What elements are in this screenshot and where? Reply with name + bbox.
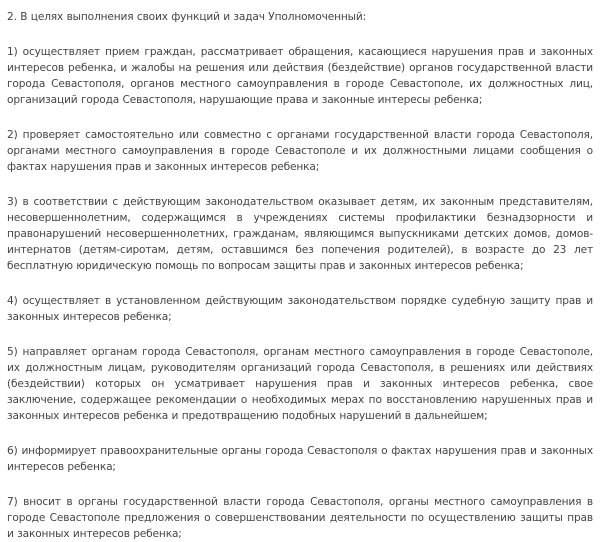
list-item-5: 5) направляет органам города Севастополя, органам местного самоуправления в городе Севастополе, их должностным лицам, руководителям организаций города Севастополя, в решениях или действиях (бездействии) которых он усматривает нарушения прав и законных интересов ребенка, свое заключение, содержащее рекомендации о необходимых мерах по восстановлению нарушенных прав и законных интересов ребенка и предотвращению подобных нарушений в дальнейшем; bbox=[7, 346, 593, 422]
list-item-7: 7) вносит в органы государственной власти города Севастополя, органы местного самоуправления в городе Севастополе предложения о совершенствовании деятельности по осуществлению защиты прав и законных интересов ребенка; bbox=[7, 496, 593, 540]
list-item-2: 2) проверяет самостоятельно или совместно с органами государственной власти города Севастополя, органами местного самоуправления в городе Севастополе и их должностными лицами сообщения о фактах нарушения прав и законных интересов ребенка; bbox=[7, 129, 593, 173]
list-item-4: 4) осуществляет в установленном действующим законодательством порядке судебную защиту прав и законных интересов ребенка; bbox=[7, 295, 593, 323]
section-intro: 2. В целях выполнения своих функций и задач Уполномоченный: bbox=[7, 11, 367, 23]
list-item-3: 3) в соответствии с действующим законодательством оказывает детям, их законным представителям, несовершеннолетним, содержащимся в учреждениях системы профилактики безнадзорности и правонарушений несовершеннолетних, гражданам, являющимся выпускниками детских домов, домов-интернатов (детям-сиротам, детям, оставшимся без попечения родителей), в возрасте до 23 лет бесплатную юридическую помощь по вопросам защиты прав и законных интересов ребенка; bbox=[7, 196, 593, 272]
list-item-1: 1) осуществляет прием граждан, рассматривает обращения, касающиеся нарушения прав и законных интересов ребенка, и жалобы на решения или действия (бездействие) органов государственной власти города Севастополя, органов местного самоуправления в городе Севастополе, их должностных лиц, организаций города Севастополя, нарушающие права и законные интересы ребенка; bbox=[7, 46, 593, 106]
list-item-6: 6) информирует правоохранительные органы города Севастополя о фактах нарушения прав и законных интересов ребенка; bbox=[7, 445, 593, 473]
document-body bbox=[7, 9, 593, 542]
